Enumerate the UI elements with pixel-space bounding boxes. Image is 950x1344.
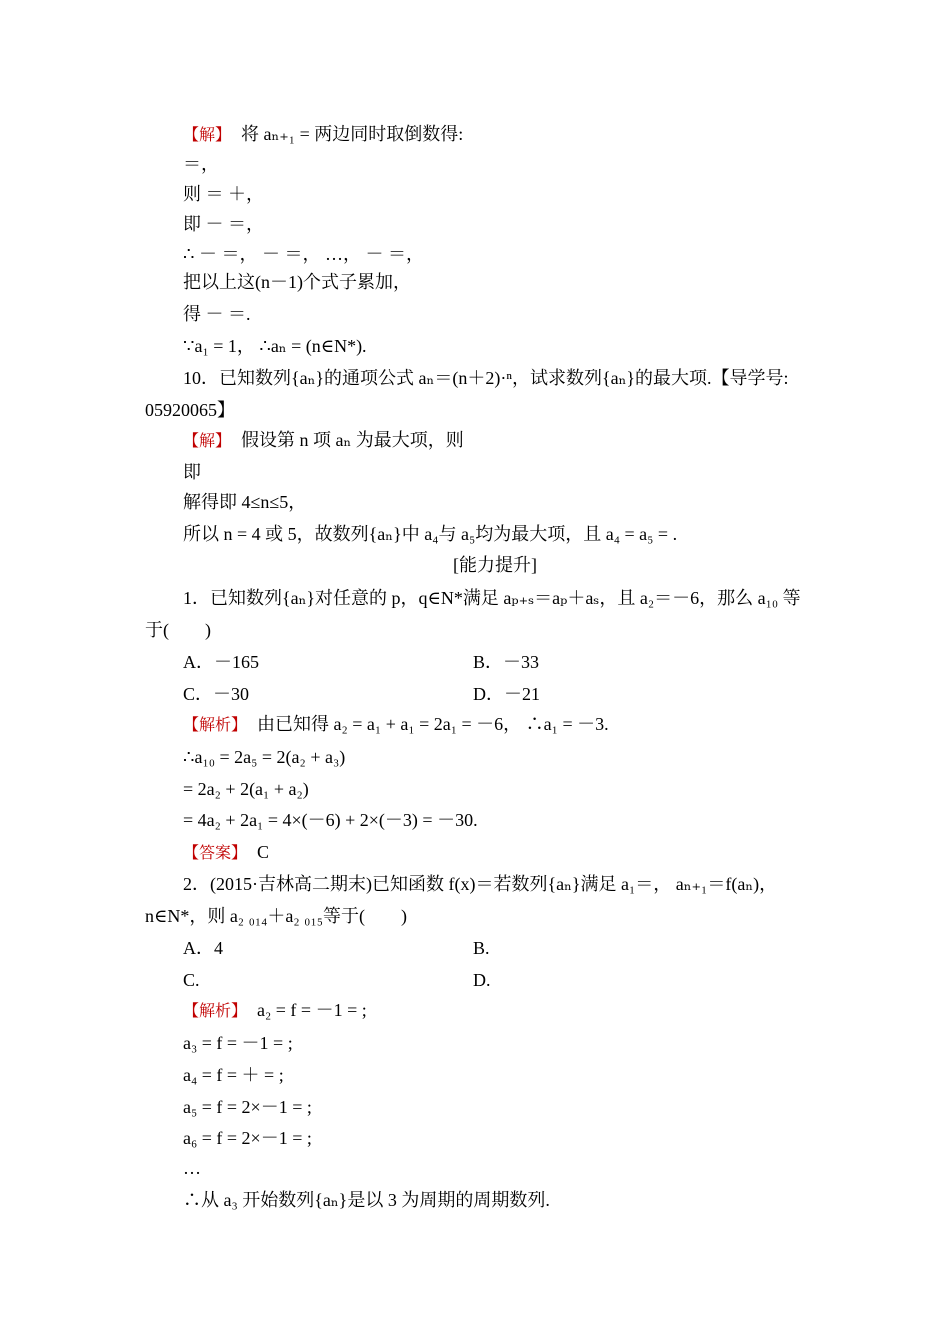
option-c: C. xyxy=(183,970,200,990)
line: 【解析】 由已知得 a₂ = a₁ + a₁ = 2a₁ = －6， ∴a₁ = －3. xyxy=(183,714,609,734)
option-b: B．－33 xyxy=(473,652,540,672)
line: a₃ = f = －1 = ; xyxy=(183,1033,293,1053)
line: 【解】 将 aₙ₊₁ = 两边同时取倒数得: xyxy=(183,124,464,144)
option-c: C．－30 xyxy=(183,684,250,704)
line: ∵a₁ = 1， ∴aₙ = (n∈N*). xyxy=(183,336,367,356)
line: 则 ＝ ＋， xyxy=(183,184,264,204)
line: 即 xyxy=(183,462,201,482)
line: a₆ = f = 2×－1 = ; xyxy=(183,1128,312,1148)
line: 05920065】 xyxy=(145,400,235,420)
line: 即 － ＝， xyxy=(183,214,264,234)
question-text: 10．已知数列{aₙ}的通项公式 aₙ＝(n＋2)·ⁿ，试求数列{aₙ}的最大项.【导学号: xyxy=(183,368,789,388)
line: = 2a₂ + 2(a₁ + a₂) xyxy=(183,779,309,799)
line: = 4a₂ + 2a₁ = 4×(－6) + 2×(－3) = －30. xyxy=(183,810,478,830)
line: 【答案】 C xyxy=(183,842,270,862)
line: … xyxy=(183,1158,201,1178)
line: ∴从 a₃ 开始数列{aₙ}是以 3 为周期的周期数列. xyxy=(183,1190,550,1210)
line: 得 － ＝. xyxy=(183,304,251,324)
line: ∴ － ＝， － ＝， …， － ＝， xyxy=(183,244,424,264)
line: 把以上这(n－1)个式子累加， xyxy=(183,272,411,292)
option-b: B. xyxy=(473,938,490,958)
line: ∴a₁₀ = 2a₅ = 2(a₂ + a₃) xyxy=(183,747,346,767)
line: 【解】 假设第 n 项 aₙ 为最大项，则 xyxy=(183,430,464,450)
line: a₅ = f = 2×－1 = ; xyxy=(183,1097,312,1117)
line: 所以 n = 4 或 5，故数列{aₙ}中 a₄与 a₅均为最大项，且 a₄ = a₅ = . xyxy=(183,524,678,544)
analysis-tag: 【解析】 xyxy=(183,1001,240,1020)
section-title: [能力提升] xyxy=(453,555,537,575)
question-text: 1．已知数列{aₙ}对任意的 p，q∈N*满足 aₚ₊ₛ＝aₚ＋aₛ，且 a₂＝－6，那么 a₁₀ 等 xyxy=(183,588,801,608)
option-a: A．4 xyxy=(183,938,223,958)
line: 【解析】 a₂ = f = －1 = ; xyxy=(183,1000,367,1020)
option-d: D. xyxy=(473,970,491,990)
analysis-tag: 【解析】 xyxy=(183,715,240,734)
question-text: 2．(2015·吉林高二期末)已知函数 f(x)＝若数列{aₙ}满足 a₁＝， aₙ₊₁＝f(aₙ)， xyxy=(183,874,778,894)
option-a: A．－165 xyxy=(183,652,259,672)
option-d: D．－21 xyxy=(473,684,540,704)
answer-tag: 【答案】 xyxy=(183,843,240,862)
line: 解得即 4≤n≤5， xyxy=(183,492,307,512)
solution-tag: 【解】 xyxy=(183,125,224,144)
line: a₄ = f = ＋ = ; xyxy=(183,1065,284,1085)
line: ＝， xyxy=(183,154,219,174)
line: 于( ) xyxy=(145,620,211,640)
solution-tag: 【解】 xyxy=(183,431,224,450)
line: n∈N*，则 a₂ ₀₁₄＋a₂ ₀₁₅等于( ) xyxy=(145,906,407,926)
